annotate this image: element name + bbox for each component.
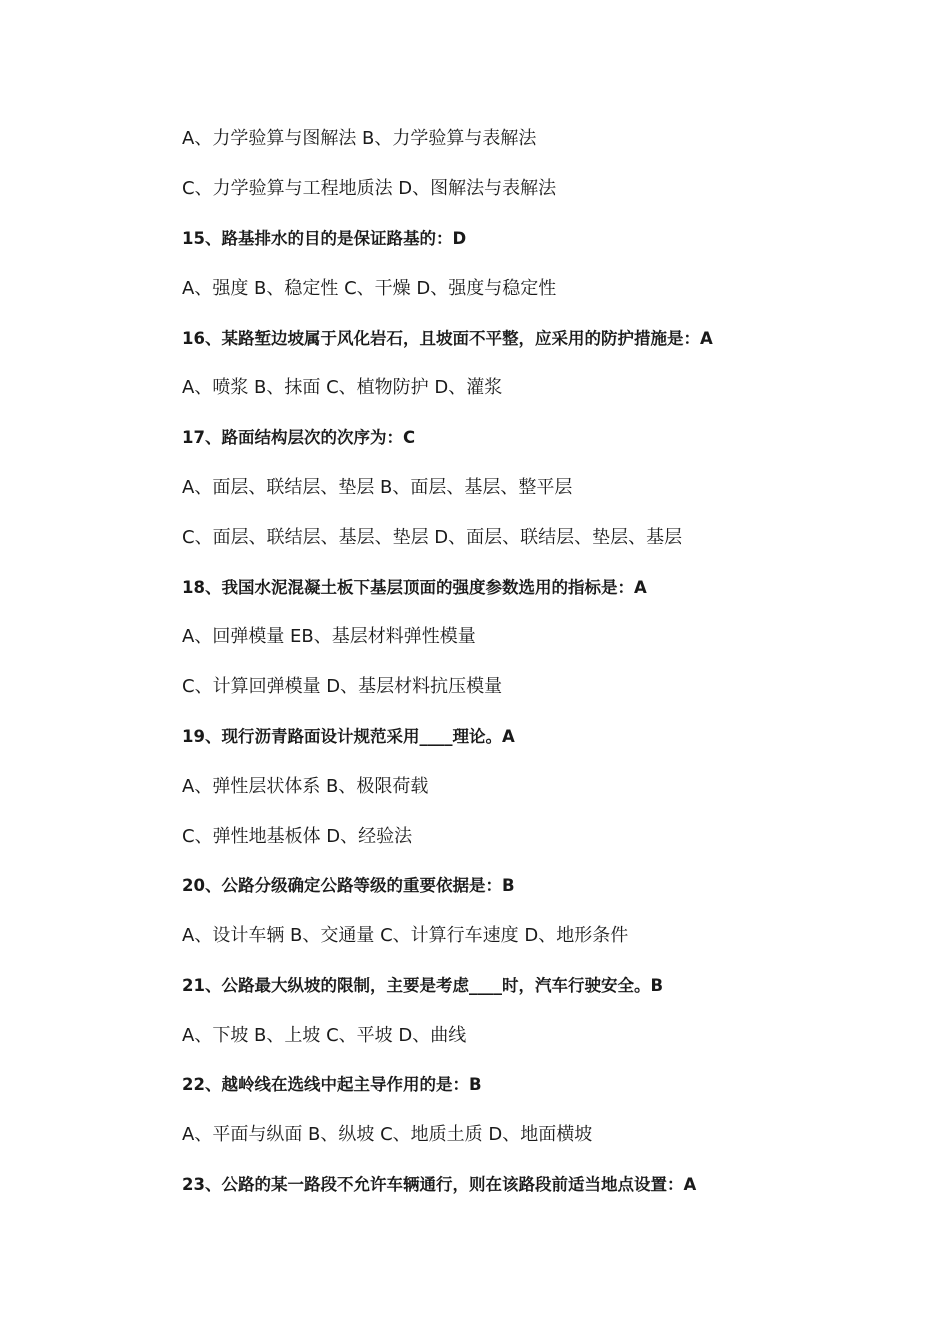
question-line: 20、公路分级确定公路等级的重要依据是：B: [182, 876, 515, 895]
option-line: C、面层、联结层、基层、垫层 D、面层、联结层、垫层、基层: [182, 527, 683, 548]
option-line: C、力学验算与工程地质法 D、图解法与表解法: [182, 178, 557, 199]
option-line: A、平面与纵面 B、纵坡 C、地质土质 D、地面横坡: [182, 1124, 593, 1145]
option-line: C、弹性地基板体 D、经验法: [182, 826, 413, 847]
question-line: 21、公路最大纵坡的限制，主要是考虑____时，汽车行驶安全。B: [182, 976, 664, 995]
question-line: 19、现行沥青路面设计规范采用____理论。A: [182, 727, 515, 746]
option-line: A、下坡 B、上坡 C、平坡 D、曲线: [182, 1025, 467, 1046]
option-line: A、强度 B、稳定性 C、干燥 D、强度与稳定性: [182, 278, 557, 299]
question-line: 23、公路的某一路段不允许车辆通行，则在该路段前适当地点设置：A: [182, 1175, 697, 1194]
question-line: 15、路基排水的目的是保证路基的：D: [182, 229, 467, 248]
question-line: 17、路面结构层次的次序为：C: [182, 428, 416, 447]
option-line: A、力学验算与图解法 B、力学验算与表解法: [182, 128, 537, 149]
option-line: A、面层、联结层、垫层 B、面层、基层、整平层: [182, 477, 573, 498]
option-line: A、弹性层状体系 B、极限荷载: [182, 776, 429, 797]
option-line: A、设计车辆 B、交通量 C、计算行车速度 D、地形条件: [182, 925, 629, 946]
option-line: A、回弹模量 EB、基层材料弹性模量: [182, 626, 476, 647]
question-line: 18、我国水泥混凝土板下基层顶面的强度参数选用的指标是：A: [182, 578, 647, 597]
question-line: 16、某路堑边坡属于风化岩石，且坡面不平整，应采用的防护措施是：A: [182, 329, 713, 348]
option-line: C、计算回弹模量 D、基层材料抗压模量: [182, 676, 503, 697]
question-line: 22、越岭线在选线中起主导作用的是：B: [182, 1075, 482, 1094]
option-line: A、喷浆 B、抹面 C、植物防护 D、灌浆: [182, 377, 503, 398]
